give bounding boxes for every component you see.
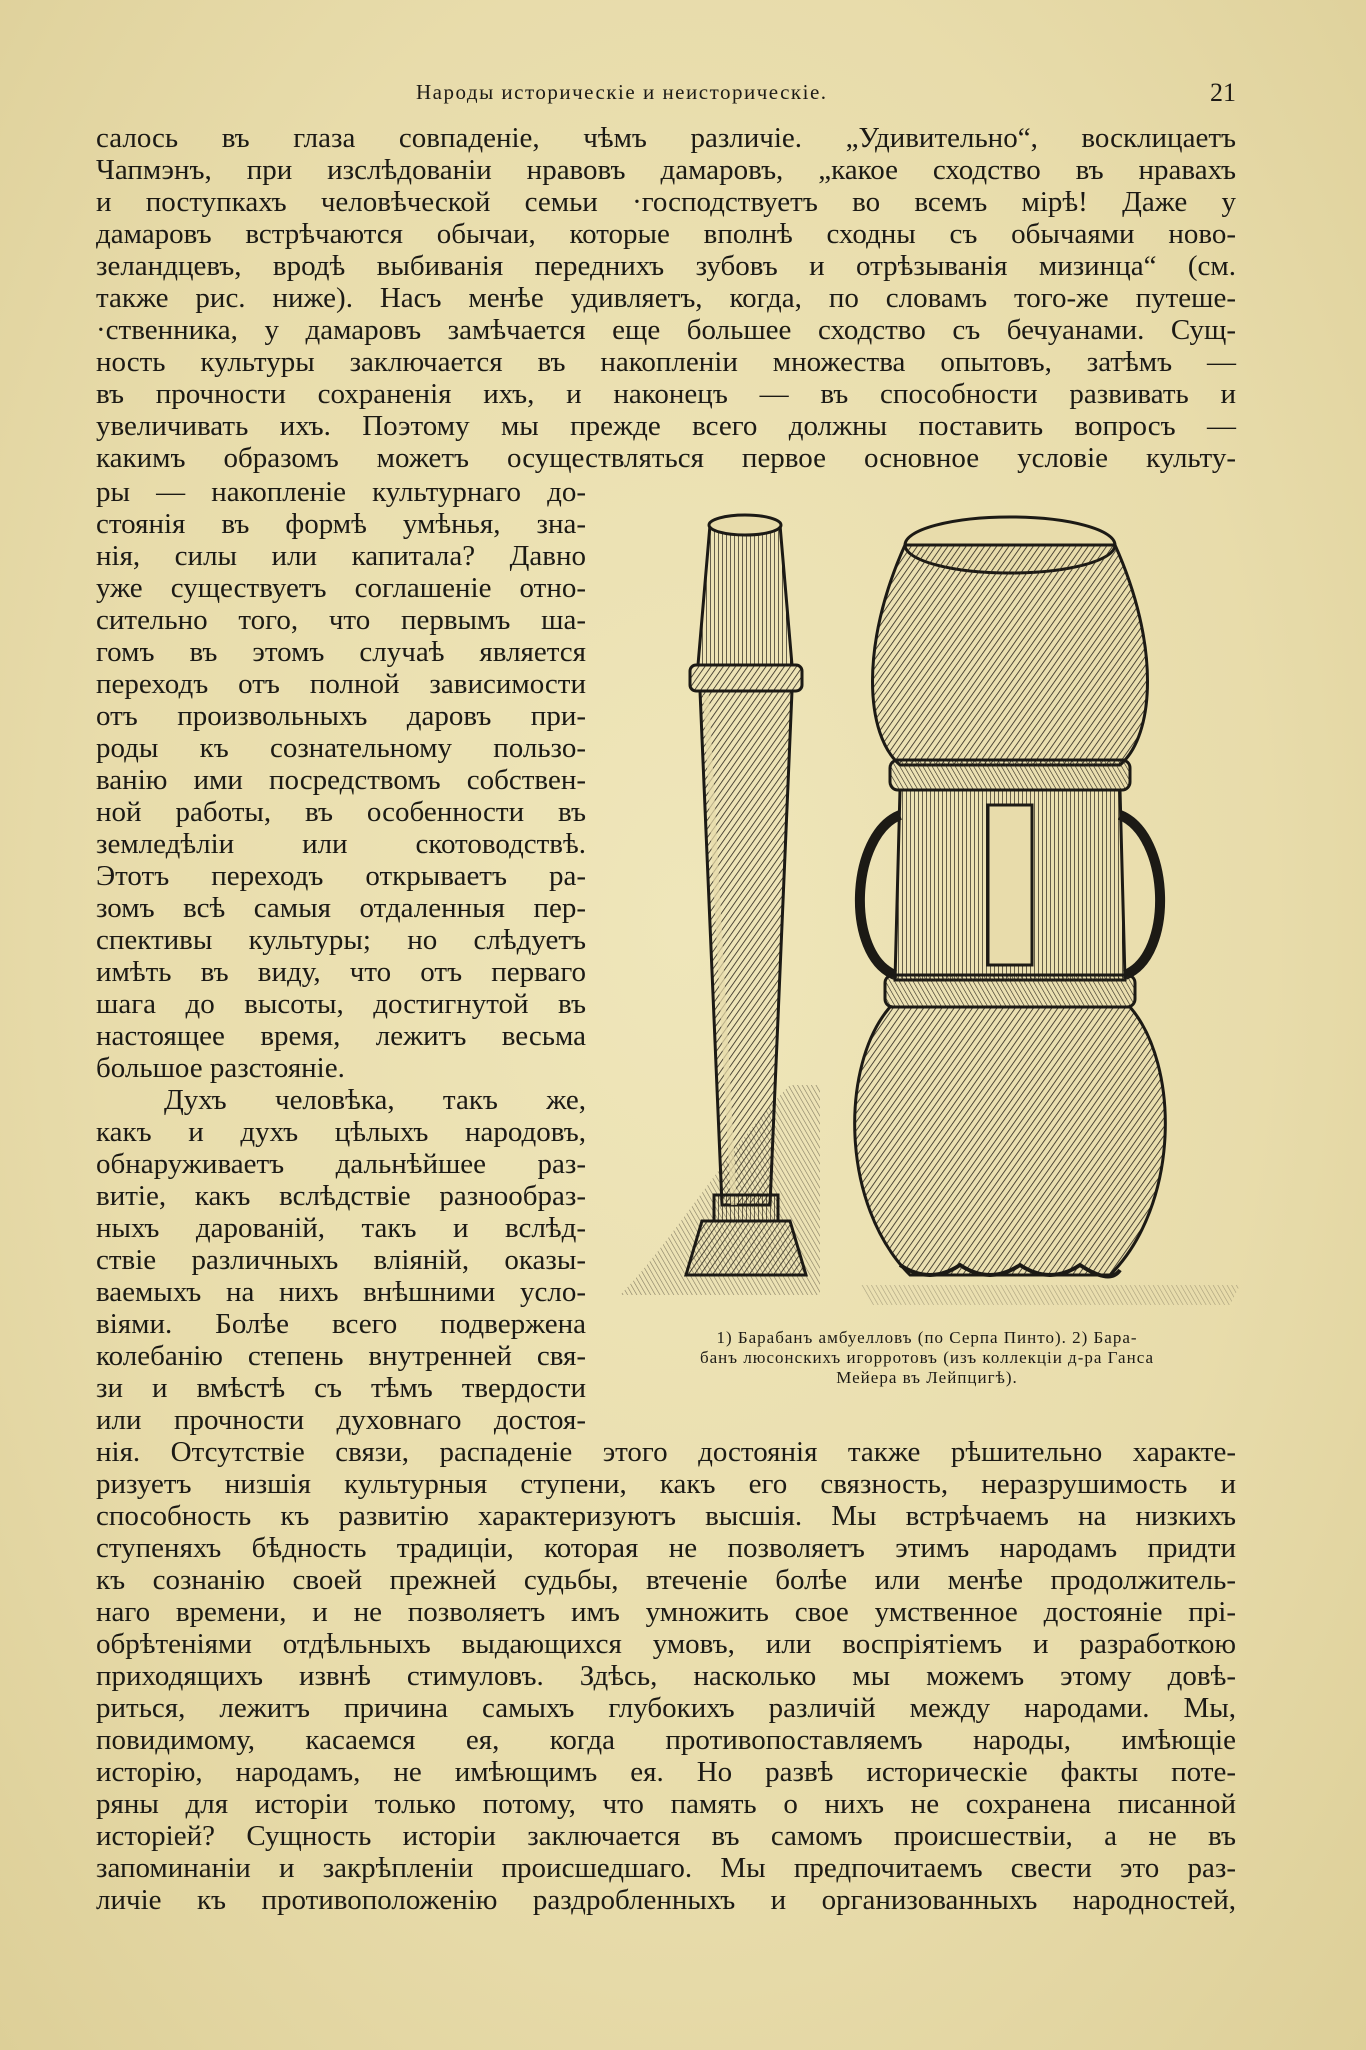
text-line: также рис. ниже). Насъ менѣе удивляетъ, когда, по словамъ того-же путеше- — [96, 282, 1236, 314]
column-line: ванію ими посредствомъ собствен- — [96, 764, 586, 796]
column-line: нія, силы или капитала? Давно — [96, 540, 586, 572]
column-line: или прочности духовнаго достоя- — [96, 1404, 586, 1436]
column-line: віями. Болѣе всего подвержена — [96, 1308, 586, 1340]
column-line: отъ произвольныхъ даровъ при- — [96, 700, 586, 732]
page-number: 21 — [1210, 78, 1236, 107]
column-line: уже существуетъ соглашеніе отно- — [96, 572, 586, 604]
text-line: Чапмэнъ, при изслѣдованіи нравовъ дамаровъ, „какое сходство въ нравахъ — [96, 154, 1236, 186]
text-line: ряны для исторіи только потому, что память о нихъ не сохранена писанной — [96, 1788, 1236, 1820]
column-line: переходъ отъ полной зависимости — [96, 668, 586, 700]
text-line: ·ственника, у дамаровъ замѣчается еще большее сходство съ бечуанами. Сущ- — [96, 314, 1236, 346]
text-line: зеландцевъ, вродѣ выбиванія переднихъ зубовъ и отрѣзыванія мизинца“ (см. — [96, 250, 1236, 282]
text-line: личіе къ противоположенію раздробленныхъ и организованныхъ народностей, — [96, 1884, 1236, 1916]
text-line: запоминаніи и закрѣпленіи происшедшаго. Мы предпочитаемъ свести это раз- — [96, 1852, 1236, 1884]
column-line: шага до высоты, достигнутой въ — [96, 988, 586, 1020]
text-line: какимъ образомъ можетъ осуществляться первое основное условіе культу- — [96, 442, 1236, 474]
caption-line: банъ люсонскихъ игорротовъ (изъ коллекціи д-ра Ганса — [699, 1348, 1154, 1367]
text-line: риться, лежитъ причина самыхъ глубокихъ различій между народами. Мы, — [96, 1692, 1236, 1724]
column-line: спективы культуры; но слѣдуетъ — [96, 924, 586, 956]
column-line: Духъ человѣка, такъ же, — [164, 1084, 586, 1116]
text-line: къ сознанію своей прежней судьбы, втеченіе болѣе или менѣе продолжитель- — [96, 1564, 1236, 1596]
column-line: зи и вмѣстѣ съ тѣмъ твердости — [96, 1372, 586, 1404]
drum-igorrot — [855, 517, 1166, 1276]
column-line: настоящее время, лежитъ весьма — [96, 1020, 586, 1052]
text-line: исторіей? Сущность исторіи заключается въ самомъ происшествіи, а не въ — [96, 1820, 1236, 1852]
column-line: ной работы, въ особенности въ — [96, 796, 586, 828]
column-line: витіе, какъ вслѣдствіе разнообраз- — [96, 1180, 586, 1212]
text-line: обрѣтеніями отдѣльныхъ выдающихся умовъ, или воспріятіемъ и разработкою — [96, 1628, 1236, 1660]
text-line: ризуетъ низшія культурныя ступени, какъ его связность, неразрушимость и — [96, 1468, 1236, 1500]
figure-caption — [612, 1328, 1242, 1388]
column-line: зомъ всѣ самыя отдаленныя пер- — [96, 892, 586, 924]
column-line: Этотъ переходъ открываетъ ра- — [96, 860, 586, 892]
text-line: способность къ развитію характеризуютъ высшія. Мы встрѣчаемъ на низкихъ — [96, 1500, 1236, 1532]
caption-line: 1) Барабанъ амбуелловъ (по Серпа Пинто). 2) Бара- — [716, 1328, 1138, 1347]
column-line: ваемыхъ на нихъ внѣшними усло- — [96, 1276, 586, 1308]
text-line: нія. Отсутствіе связи, распаденіе этого достоянія также рѣшительно характе- — [96, 1436, 1236, 1468]
text-line: салось въ глаза совпаденіе, чѣмъ различіе. „Удивительно“, восклицаетъ — [96, 122, 1236, 154]
text-line: и поступкахъ человѣческой семьи ·господствуетъ во всемъ мірѣ! Даже у — [96, 186, 1236, 218]
column-line: стоянія въ формѣ умѣнья, зна- — [96, 508, 586, 540]
column-line: сительно того, что первымъ ша- — [96, 604, 586, 636]
running-head: Народы историческiе и неисторическiе. — [416, 80, 828, 104]
column-line: колебанію степень внутренней свя- — [96, 1340, 586, 1372]
column-line: земледѣліи или скотоводствѣ. — [96, 828, 586, 860]
caption-line: Мейера въ Лейпцигѣ). — [836, 1368, 1018, 1387]
column-line: ныхъ дарованій, такъ и вслѣд- — [96, 1212, 586, 1244]
text-line: повидимому, касаемся ея, когда противопоставляемъ народы, имѣющіе — [96, 1724, 1236, 1756]
column-line: большое разстояніе. — [96, 1052, 345, 1084]
column-line: обнаруживаетъ дальнѣйшее раз- — [96, 1148, 586, 1180]
text-line: увеличивать ихъ. Поэтому мы прежде всего должны поставить вопросъ — — [96, 410, 1236, 442]
text-line: приходящихъ извнѣ стимуловъ. Здѣсь, насколько мы можемъ этому довѣ- — [96, 1660, 1236, 1692]
text-line: ность культуры заключается въ накопленіи множества опытовъ, затѣмъ — — [96, 346, 1236, 378]
column-line: роды къ сознательному пользо- — [96, 732, 586, 764]
text-line: въ прочности сохраненія ихъ, и наконецъ — въ способности развивать и — [96, 378, 1236, 410]
column-line: имѣть въ виду, что отъ перваго — [96, 956, 586, 988]
column-line: гомъ въ этомъ случаѣ является — [96, 636, 586, 668]
drums-illustration — [610, 505, 1246, 1305]
column-line: ствіе различныхъ вліяній, оказы- — [96, 1244, 586, 1276]
text-line: наго времени, и не позволяетъ имъ умножить свое умственное достояніе прі- — [96, 1596, 1236, 1628]
text-line: исторію, народамъ, не имѣющимъ ея. Но развѣ историческіе факты поте- — [96, 1756, 1236, 1788]
page-header — [96, 78, 1246, 114]
text-line: дамаровъ встрѣчаются обычаи, которые вполнѣ сходны съ обычаями ново- — [96, 218, 1236, 250]
column-line: ры — накопленіе культурнаго до- — [96, 476, 586, 508]
text-line: ступеняхъ бѣдность традиціи, которая не позволяетъ этимъ народамъ придти — [96, 1532, 1236, 1564]
column-line: какъ и духъ цѣлыхъ народовъ, — [96, 1116, 586, 1148]
